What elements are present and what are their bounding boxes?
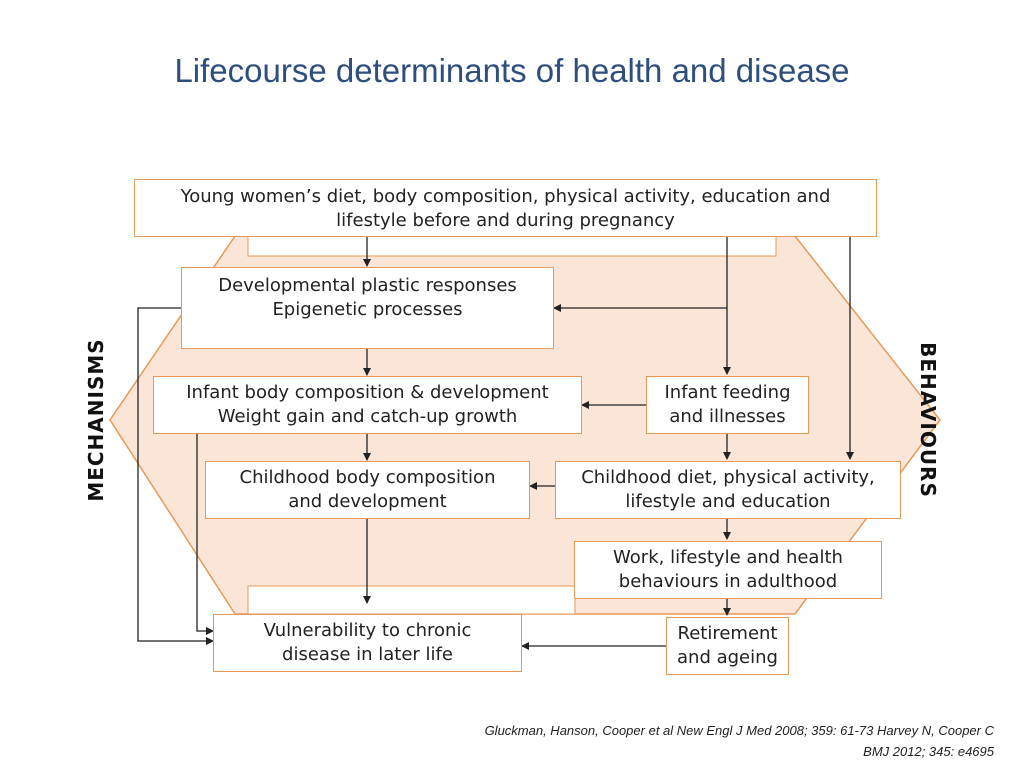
- page-title: Lifecourse determinants of health and disease: [174, 52, 850, 89]
- childhood-diet-text: Childhood diet, physical activity, lifestyle and education: [581, 467, 875, 512]
- citation-line-2: BMJ 2012; 345: e4695: [863, 744, 994, 759]
- inner-band-bottom: [248, 586, 575, 614]
- citation: [485, 720, 994, 762]
- retirement-box: [666, 617, 789, 675]
- work-lifestyle-box: [574, 541, 882, 599]
- retirement-text: Retirement and ageing: [677, 623, 778, 668]
- citation-line-1: Gluckman, Hanson, Cooper et al New Engl J Med 2008; 359: 61-73 Harvey N, Cooper C: [484, 723, 994, 738]
- vulnerability-box: [213, 614, 522, 672]
- young-women-box: [134, 179, 877, 237]
- behaviours-label: BEHAVIOURS: [916, 342, 940, 498]
- childhood-body-box: [205, 461, 530, 519]
- mechanisms-label: MECHANISMS: [84, 338, 108, 502]
- infant-feeding-box: [646, 376, 809, 434]
- work-lifestyle-text: Work, lifestyle and health behaviours in adulthood: [613, 547, 843, 592]
- young-women-text: Young women’s diet, body composition, physical activity, education and lifestyle before and during pregnancy: [180, 186, 831, 231]
- infant-body-text: Infant body composition & development Weight gain and catch-up growth: [186, 382, 549, 427]
- childhood-body-text: Childhood body composition and development: [239, 467, 496, 512]
- vulnerability-text: Vulnerability to chronic disease in later life: [263, 620, 472, 665]
- childhood-diet-box: [555, 461, 901, 519]
- developmental-text: Developmental plastic responses Epigenetic processes: [218, 275, 517, 320]
- developmental-box: [181, 267, 554, 349]
- infant-feeding-text: Infant feeding and illnesses: [664, 382, 791, 427]
- infant-body-box: [153, 376, 582, 434]
- inner-band-top: [248, 236, 776, 256]
